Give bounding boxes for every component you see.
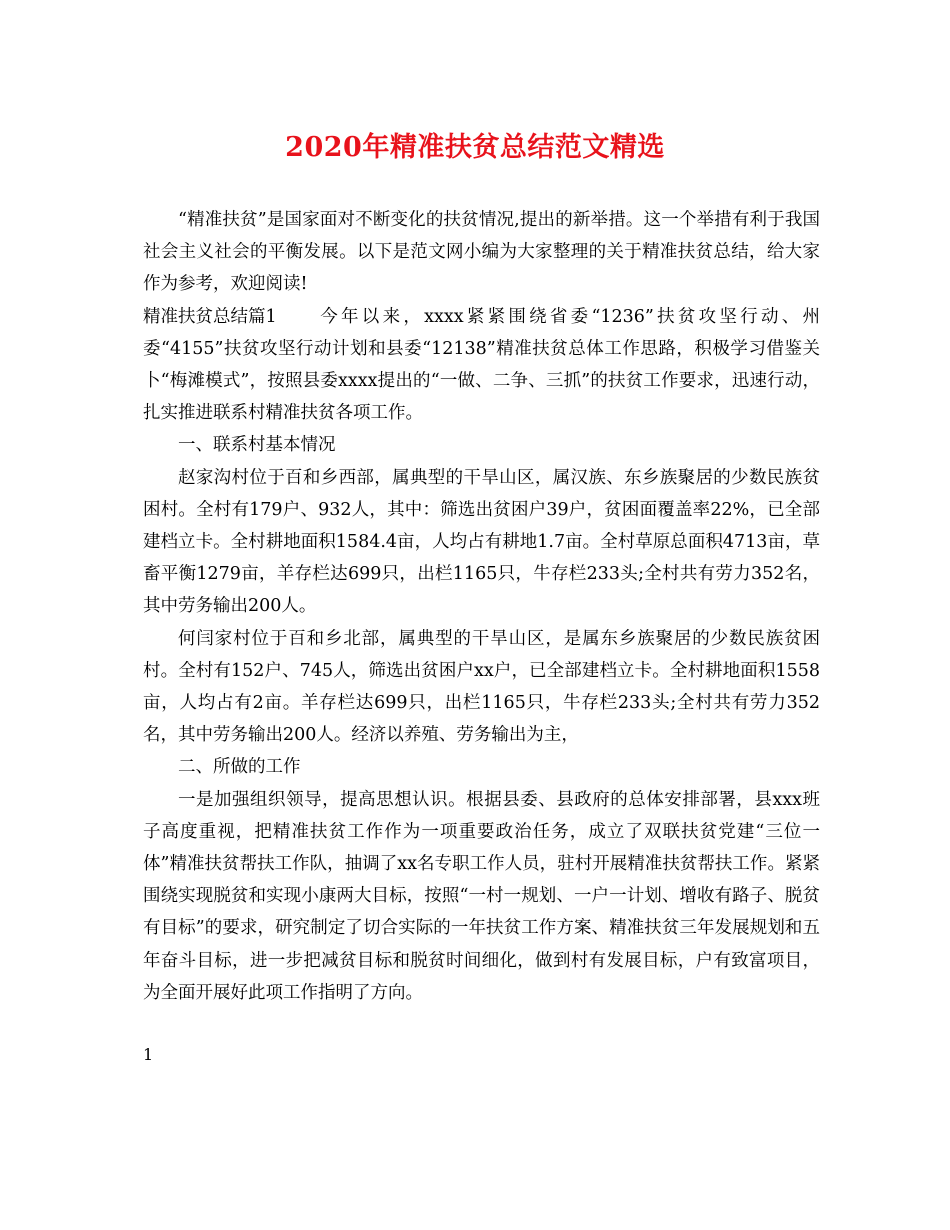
chapter-text: 今年以来，xxxx紧紧围绕省委“1236”扶贫攻坚行动、州委“4155”扶贫攻坚行动计划和县委“12138”精准扶贫总体工作思路，积极学习借鉴关卜“梅滩模式”，按照县委xxxx提出的“一做、二争、三抓”的扶贫工作要求，迅速行动，扎实推进联系村精准扶贫各项工作。	[143, 306, 820, 424]
document-title: 2020年精准扶贫总结范文精选	[285, 132, 665, 163]
paragraph-zhaojiagou: 赵家沟村位于百和乡西部，属典型的干旱山区，属汉族、东乡族聚居的少数民族贫困村。全村有179户、932人，其中：筛选出贫困户39户，贫困面覆盖率22%，已全部建档立卡。全村耕地面积1584.4亩，人均占有耕地1.7亩。全村草原总面积4713亩，草畜平衡1279亩，羊存栏达699只，出栏1165只，牛存栏233头;全村共有劳力352名，其中劳务输出200人。	[143, 467, 820, 617]
chapter-label: 精准扶贫总结篇1	[143, 306, 277, 327]
intro-paragraph: “精准扶贫”是国家面对不断变化的扶贫情况,提出的新举措。这一个举措有利于我国社会主义社会的平衡发展。以下是范文网小编为大家整理的关于精准扶贫总结，给大家作为参考，欢迎阅读!	[143, 210, 820, 295]
document-body	[143, 204, 820, 1009]
page-number: 1	[143, 1045, 154, 1064]
paragraph-heyanjia: 何闫家村位于百和乡北部，属典型的干旱山区，是属东乡族聚居的少数民族贫困村。全村有152户、745人，筛选出贫困户xx户，已全部建档立卡。全村耕地面积1558亩，人均占有2亩。羊存栏达699只，出栏1165只，牛存栏233头;全村共有劳力352名，其中劳务输出200人。经济以养殖、劳务输出为主，	[143, 628, 820, 746]
paragraph-organization: 一是加强组织领导，提高思想认识。根据县委、县政府的总体安排部署，县xxx班子高度重视，把精准扶贫工作作为一项重要政治任务，成立了双联扶贫党建“三位一体”精准扶贫帮扶工作队，抽调了xx名专职工作人员，驻村开展精准扶贫帮扶工作。紧紧围绕实现脱贫和实现小康两大目标，按照“一村一规划、一户一计划、增收有路子、脱贫有目标”的要求，研究制定了切合实际的一年扶贫工作方案、精准扶贫三年发展规划和五年奋斗目标，进一步把减贫目标和脱贫时间细化，做到村有发展目标，户有致富项目，为全面开展好此项工作指明了方向。	[143, 789, 820, 1003]
section-heading-2: 二、所做的工作	[178, 757, 301, 778]
chapter-paragraph	[143, 301, 820, 430]
section-heading-1: 一、联系村基本情况	[178, 435, 336, 456]
